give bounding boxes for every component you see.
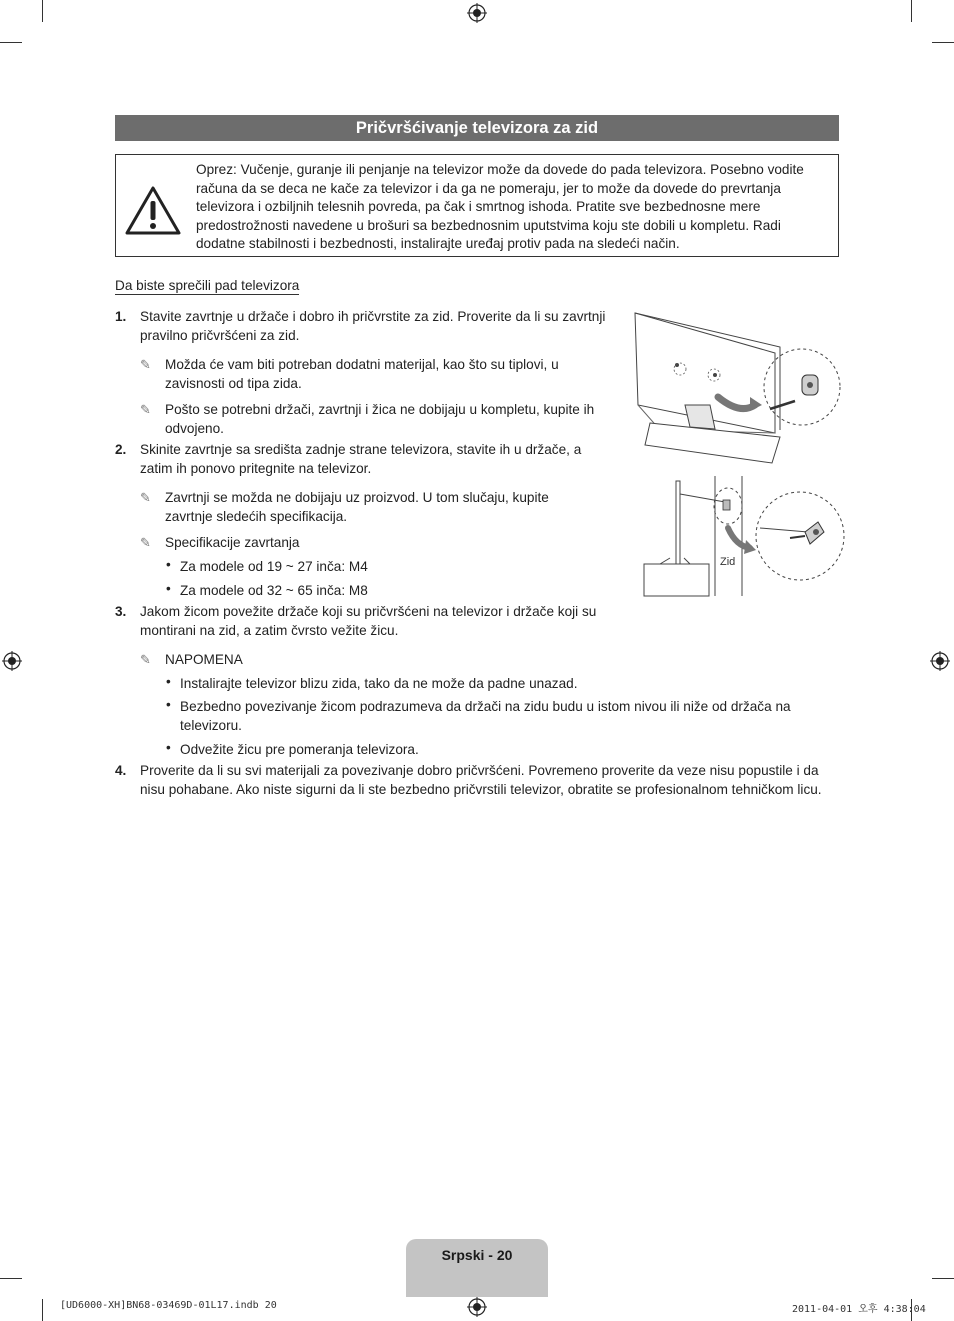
note-text: Pošto se potrebni držači, zavrtnji i žica ne dobijaju u kompletu, kupite ih odvojeno. <box>165 402 595 436</box>
registration-mark-icon <box>930 651 950 671</box>
crop-mark <box>0 1278 22 1279</box>
registration-mark-icon <box>467 1297 487 1317</box>
step-text: Skinite zavrtnje sa središta zadnje strane televizora, stavite ih u držače, a zatim ih ponovo pritegnite na televizor. <box>140 442 582 476</box>
step-number: 1. <box>115 309 127 324</box>
tv-wall-side-illustration <box>640 476 845 598</box>
note-text: Specifikacije zavrtanja <box>165 535 300 550</box>
registration-mark-icon <box>2 651 22 671</box>
page-title: Pričvršćivanje televizora za zid <box>115 115 839 141</box>
step-text: Proverite da li su svi materijali za povezivanje dobro pričvršćeni. Povremeno proverite da veze nisu popustile i da nisu pohabane. Ako niste sigurni da li ste bezbedno pričvrstili televizor, obratite se profesionalnom tehničkom licu. <box>140 763 822 797</box>
wall-label: Zid <box>720 556 736 568</box>
caution-text <box>196 161 832 254</box>
list-item: Bezbedno povezivanje žicom podrazumeva da držači na zidu budu u istom nivou ili niže od držača na televizoru. <box>180 699 791 733</box>
caution-label: Oprez <box>196 162 234 177</box>
crop-mark <box>911 0 912 22</box>
note-text: Zavrtnji se možda ne dobijaju uz proizvod. U tom slučaju, kupite zavrtnje sledećih specifikacija. <box>165 490 549 524</box>
list-item: Odvežite žicu pre pomeranja televizora. <box>180 742 419 757</box>
page-number-label: Srpski - 20 <box>441 1247 513 1263</box>
warning-triangle-icon <box>124 185 182 237</box>
caution-box <box>115 154 839 257</box>
step-text: Stavite zavrtnje u držače i dobro ih pričvrstite za zid. Proverite da li su zavrtnji pravilno pričvršćeni za zid. <box>140 309 606 343</box>
crop-mark <box>42 0 43 22</box>
list-item: Za modele od 19 ~ 27 inča: M4 <box>180 559 368 574</box>
crop-mark <box>932 1278 954 1279</box>
bullet: • <box>166 581 171 596</box>
bullet: • <box>166 674 171 689</box>
crop-mark <box>42 1299 43 1321</box>
caution-body: : Vučenje, guranje ili penjanje na televizor može da dovede do pada televizora. Posebno vodite računa da se deca ne kače za televizor i da ga ne pomeraju, jer to može da dovede do prevrtanja televizora i ozbiljnih telesnih povreda, pa čak i smrtnog ishoda. Pratite sve bezbednosne mere predostrožnosti navedene u brošuri sa bezbednosnim uputstvima koju ste dobili u kompletu. Radi dodatne stabilnosti i bezbednosti, instalirajte uređaj protiv pada na sledeći način. <box>196 162 804 251</box>
list-item: Instalirajte televizor blizu zida, tako da ne može da padne unazad. <box>180 676 578 691</box>
crop-mark <box>0 42 22 43</box>
step-text: Jakom žicom povežite držače koji su pričvršćeni na televizor i držače koji su montirani na zid, a zatim čvrsto vežite žicu. <box>140 604 597 638</box>
list-item: Za modele od 32 ~ 65 inča: M8 <box>180 583 368 598</box>
step-number: 2. <box>115 442 127 457</box>
bullet: • <box>166 557 171 572</box>
note-heading: NAPOMENA <box>165 652 243 667</box>
pencil-icon: ✎ <box>140 357 151 372</box>
pencil-icon: ✎ <box>140 652 151 667</box>
bullet: • <box>166 740 171 755</box>
note-text: Možda će vam biti potreban dodatni materijal, kao što su tiplovi, u zavisnosti od tipa zida. <box>165 357 559 391</box>
crop-mark <box>932 42 954 43</box>
pencil-icon: ✎ <box>140 490 151 505</box>
registration-mark-icon <box>467 3 487 23</box>
file-info: [UD6000-XH]BN68-03469D-01L17.indb 20 <box>60 1300 277 1311</box>
bullet: • <box>166 697 171 712</box>
tv-back-illustration <box>630 305 845 470</box>
step-number: 3. <box>115 604 127 619</box>
step-number: 4. <box>115 763 127 778</box>
section-heading: Da biste sprečili pad televizora <box>115 278 300 293</box>
timestamp: 2011-04-01 오후 4:38:04 <box>792 1304 926 1315</box>
pencil-icon: ✎ <box>140 535 151 550</box>
pencil-icon: ✎ <box>140 402 151 417</box>
